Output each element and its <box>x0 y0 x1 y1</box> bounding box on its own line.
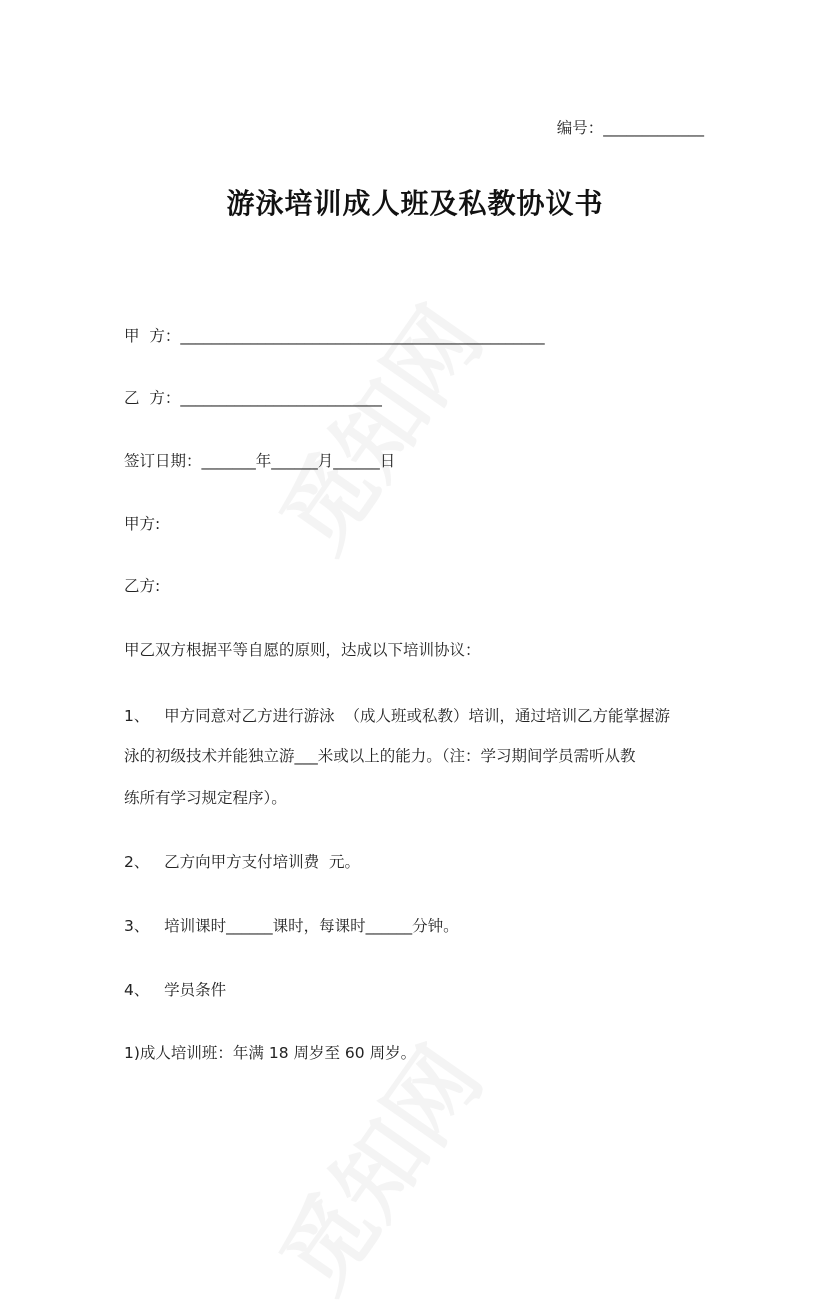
party-b-label: 乙方: <box>124 577 161 595</box>
party-b-field: 乙 方：__________________________ <box>124 389 382 407</box>
clause-1-line: 练所有学习规定程序）。 <box>124 789 287 807</box>
clause-4-item-1: 1)成人培训班：年满 18 周岁至 60 周岁。 <box>124 1044 417 1062</box>
party-a-label: 甲方: <box>124 515 161 533</box>
clause-1-line: 泳的初级技术并能独立游___米或以上的能力。（注：学习期间学员需听从教 <box>124 747 636 765</box>
clause-4: 4、 学员条件 <box>124 981 227 999</box>
page-title: 游泳培训成人班及私教协议书 <box>226 187 604 220</box>
clause-1-line: 1、 甲方同意对乙方进行游泳 （成人班或私教）培训，通过培训乙方能掌握游 <box>124 707 670 725</box>
watermark <box>244 277 505 573</box>
party-a-field: 甲 方：_______________________________________________ <box>124 327 545 345</box>
clause-3: 3、 培训课时______课时，每课时______分钟。 <box>124 917 459 935</box>
clause-2: 2、 乙方向甲方支付培训费 元。 <box>124 853 360 871</box>
intro-text: 甲乙双方根据平等自愿的原则，达成以下培训协议： <box>124 641 481 659</box>
sign-date-field: 签订日期：_______年______月______日 <box>124 452 396 470</box>
document-number: 编号：_____________ <box>556 119 704 137</box>
